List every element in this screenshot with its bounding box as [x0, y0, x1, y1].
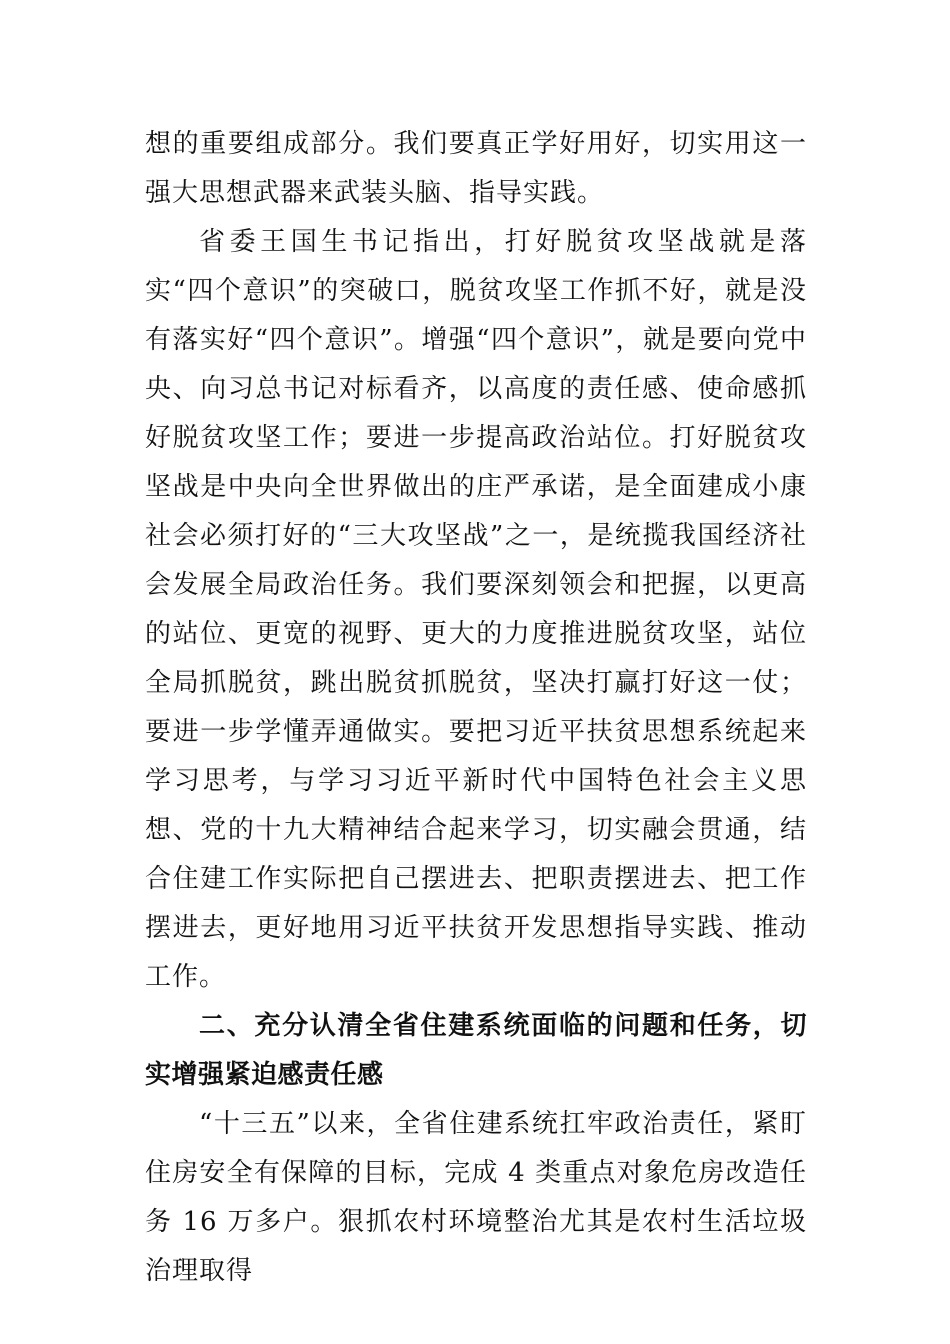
paragraph-poverty-alleviation-awareness: 省委王国生书记指出，打好脱贫攻坚战就是落实“四个意识”的突破口，脱贫攻坚工作抓不好，就是没有落实好“四个意识”。增强“四个意识”，就是要向党中央、向习总书记对标看齐，以高度的责任感、使命感抓好脱贫攻坚工作；要进一步提高政治站位。打好脱贫攻坚战是中央向全世界做出的庄严承诺，是全面建成小康社会必须打好的“三大攻坚战”之一，是统揽我国经济社会发展全局政治任务。我们要深刻领会和把握，以更高的站位、更宽的视野、更大的力度推进脱贫攻坚，站位全局抓脱贫，跳出脱贫抓脱贫，坚决打赢打好这一仗；要进一步学懂弄通做实。要把习近平扶贫思想系统起来学习思考，与学习习近平新时代中国特色社会主义思想、党的十九大精神结合起来学习，切实融会贯通，结合住建工作实际把自己摆进去、把职责摆进去、把工作摆进去，更好地用习近平扶贫开发思想指导实践、推动工作。	[145, 227, 807, 992]
document-body	[145, 120, 807, 1296]
paragraph-thirteenth-five-year: “十三五”以来，全省住建系统扛牢政治责任，紧盯住房安全有保障的目标，完成 4 类重点对象危房改造任务 16 万多户。狠抓农村环境整治尤其是农村生活垃圾治理取得	[145, 1109, 807, 1286]
paragraph-continuation: 想的重要组成部分。我们要真正学好用好，切实用这一强大思想武器来武装头脑、指导实践。	[145, 129, 807, 208]
section-heading-2: 二、充分认清全省住建系统面临的问题和任务，切实增强紧迫感责任感	[145, 1011, 807, 1090]
